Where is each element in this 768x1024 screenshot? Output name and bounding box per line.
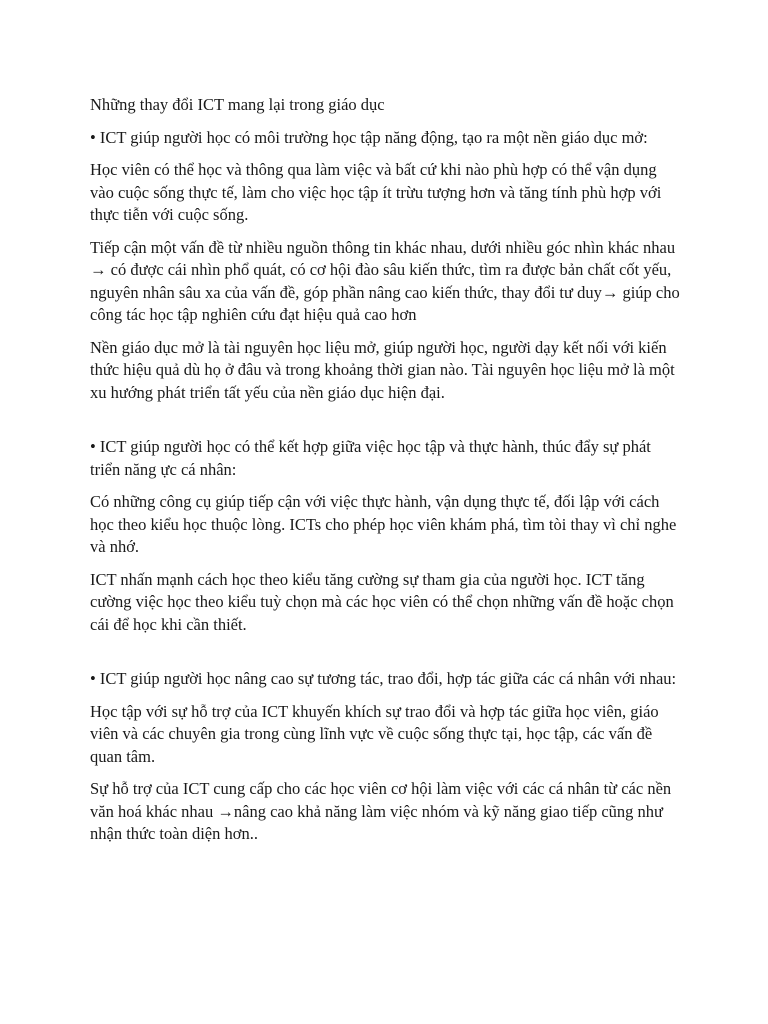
document-title: Những thay đổi ICT mang lại trong giáo dục — [90, 95, 385, 114]
section-3-paragraph-1: Học tập với sự hỗ trợ của ICT khuyến khích sự trao đổi và hợp tác giữa học viên, giáo viên và các chuyên gia trong cùng lĩnh vực về cuộc sống thực tại, học tập, các vấn đề quan tâm. — [90, 701, 659, 766]
section-3-paragraph-2: Sự hỗ trợ của ICT cung cấp cho các học viên cơ hội làm việc với các cá nhân từ các nền văn hoá khác nhau →nâng cao khả năng làm việc nhóm và kỹ năng giao tiếp cũng như nhận thức toàn diện hơn.. — [90, 779, 672, 843]
section-1-paragraph-1: Học viên có thể học và thông qua làm việc và bất cứ khi nào phù hợp có thể vận dụng vào cuộc sống thực tế, làm cho việc học tập ít trừu tượng hơn và tăng tính phù hợp với thực tiễn với cuộc sống. — [90, 160, 662, 224]
section-3-heading: • ICT giúp người học nâng cao sự tương tác, trao đổi, hợp tác giữa các cá nhân với nhau: — [90, 669, 677, 688]
section-spacer — [90, 414, 680, 436]
document-page — [90, 94, 680, 856]
section-2-paragraph-2: ICT nhấn mạnh cách học theo kiểu tăng cường sự tham gia của người học. ICT tăng cường việc học theo kiểu tuỳ chọn mà các học viên có thể chọn những vấn đề hoặc chọn cái để học khi cần thiết. — [90, 569, 674, 634]
section-1-paragraph-2: Tiếp cận một vấn đề từ nhiều nguồn thông tin khác nhau, dưới nhiều góc nhìn khác nhau → có được cái nhìn phổ quát, có cơ hội đào sâu kiến thức, tìm ra được bản chất cốt yếu, nguyên nhân sâu xa của vấn đề, góp phần nâng cao kiến thức, thay đổi tư duy→ giúp cho công tác học tập nghiên cứu đạt hiệu quả cao hơn — [90, 237, 680, 324]
section-spacer — [90, 646, 680, 668]
section-2-paragraph-1: Có những công cụ giúp tiếp cận với việc thực hành, vận dụng thực tế, đối lập với cách học theo kiểu học thuộc lòng. ICTs cho phép học viên khám phá, tìm tòi thay vì chỉ nghe và nhớ. — [90, 492, 677, 556]
section-2-heading: • ICT giúp người học có thể kết hợp giữa việc học tập và thực hành, thúc đẩy sự phát triển năng ực cá nhân: — [90, 437, 651, 479]
section-1-paragraph-3: Nền giáo dục mở là tài nguyên học liệu mở, giúp người học, người dạy kết nối với kiến thức hiệu quả dù họ ở đâu và trong khoảng thời gian nào. Tài nguyên học liệu mở là một xu hướng phát triển tất yếu của nền giáo dục hiện đại. — [90, 337, 675, 402]
section-1-heading: • ICT giúp người học có môi trường học tập năng động, tạo ra một nền giáo dục mở: — [90, 127, 648, 147]
